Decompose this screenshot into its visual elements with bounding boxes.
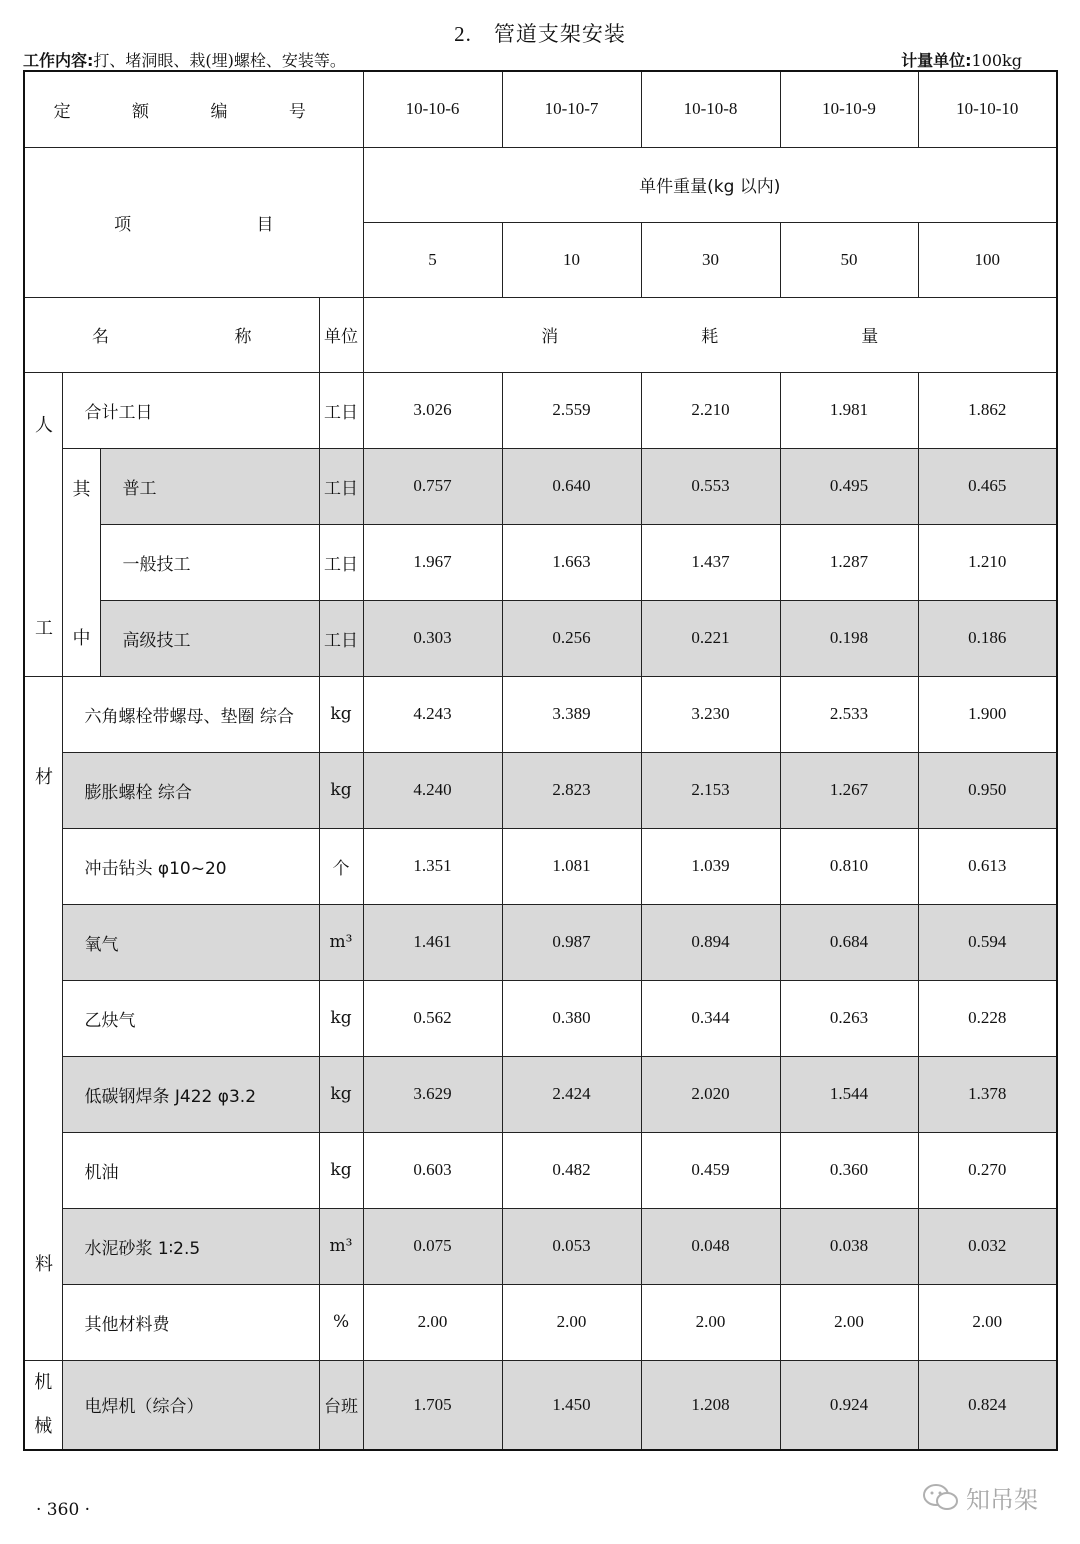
watermark	[922, 1480, 1038, 1515]
weight-value: 100	[918, 222, 1057, 297]
table-row	[24, 448, 1057, 524]
value-cell: 0.186	[918, 600, 1057, 676]
value-cell: 0.495	[780, 448, 918, 524]
table-row	[24, 1284, 1057, 1360]
among-category: 其 中	[62, 448, 100, 676]
quota-no-label: 定 额 编 号	[24, 71, 363, 147]
row-name: 一般技工	[100, 524, 319, 600]
quota-code: 10-10-7	[502, 71, 641, 147]
row-name: 低碳钢焊条 J422 φ3.2	[62, 1056, 319, 1132]
table-row	[24, 372, 1057, 448]
page-title	[0, 18, 1080, 48]
value-cell: 0.987	[502, 904, 641, 980]
value-cell: 0.270	[918, 1132, 1057, 1208]
table-row	[24, 600, 1057, 676]
value-cell: 2.424	[502, 1056, 641, 1132]
value-cell: 3.389	[502, 676, 641, 752]
value-cell: 2.00	[780, 1284, 918, 1360]
row-name: 六角螺栓带螺母、垫圈 综合	[62, 676, 319, 752]
work-content	[23, 48, 346, 71]
table-row	[24, 828, 1057, 904]
watermark-text: 知吊架	[966, 1486, 1038, 1514]
value-cell: 1.544	[780, 1056, 918, 1132]
quota-code: 10-10-6	[363, 71, 502, 147]
work-content-value: 打、堵洞眼、栽(埋)螺栓、安装等。	[93, 51, 346, 70]
value-cell: 2.210	[641, 372, 780, 448]
value-cell: 0.482	[502, 1132, 641, 1208]
value-cell: 1.862	[918, 372, 1057, 448]
value-cell: 0.038	[780, 1208, 918, 1284]
row-name: 氧气	[62, 904, 319, 980]
value-cell: 1.981	[780, 372, 918, 448]
row-unit: kg	[319, 1056, 363, 1132]
value-cell: 4.243	[363, 676, 502, 752]
value-cell: 3.230	[641, 676, 780, 752]
value-cell: 0.613	[918, 828, 1057, 904]
value-cell: 0.810	[780, 828, 918, 904]
value-cell: 2.020	[641, 1056, 780, 1132]
table-row	[24, 1208, 1057, 1284]
value-cell: 1.663	[502, 524, 641, 600]
value-cell: 1.450	[502, 1360, 641, 1450]
value-cell: 0.603	[363, 1132, 502, 1208]
value-cell: 2.00	[641, 1284, 780, 1360]
value-cell: 1.039	[641, 828, 780, 904]
table-row	[24, 1056, 1057, 1132]
weight-value: 50	[780, 222, 918, 297]
row-unit: m³	[319, 1208, 363, 1284]
row-name: 电焊机（综合）	[62, 1360, 319, 1450]
quota-code: 10-10-10	[918, 71, 1057, 147]
value-cell: 0.228	[918, 980, 1057, 1056]
name-label: 名 称	[24, 297, 319, 372]
value-cell: 0.221	[641, 600, 780, 676]
value-cell: 0.032	[918, 1208, 1057, 1284]
value-cell: 0.303	[363, 600, 502, 676]
weight-label: 单件重量(kg 以内)	[363, 147, 1057, 222]
unit-measure	[901, 48, 1022, 71]
work-content-label: 工作内容:	[23, 51, 94, 70]
row-name: 乙炔气	[62, 980, 319, 1056]
row-name: 冲击钻头 φ10~20	[62, 828, 319, 904]
value-cell: 1.378	[918, 1056, 1057, 1132]
item-label: 项 目	[24, 147, 363, 297]
row-unit: kg	[319, 980, 363, 1056]
value-cell: 0.256	[502, 600, 641, 676]
wechat-icon	[922, 1483, 960, 1513]
weight-value: 10	[502, 222, 641, 297]
value-cell: 0.075	[363, 1208, 502, 1284]
value-cell: 0.263	[780, 980, 918, 1056]
value-cell: 1.081	[502, 828, 641, 904]
value-cell: 0.053	[502, 1208, 641, 1284]
value-cell: 2.00	[502, 1284, 641, 1360]
value-cell: 1.208	[641, 1360, 780, 1450]
table-row	[24, 752, 1057, 828]
weight-value: 30	[641, 222, 780, 297]
quota-code: 10-10-8	[641, 71, 780, 147]
value-cell: 2.823	[502, 752, 641, 828]
row-name: 高级技工	[100, 600, 319, 676]
section-title: 管道支架安装	[493, 22, 626, 46]
row-unit: kg	[319, 1132, 363, 1208]
row-unit: 工日	[319, 448, 363, 524]
row-unit: 工日	[319, 372, 363, 448]
table-row	[24, 980, 1057, 1056]
value-cell: 0.924	[780, 1360, 918, 1450]
value-cell: 1.437	[641, 524, 780, 600]
row-name: 机油	[62, 1132, 319, 1208]
unit-measure-label: 计量单位:	[901, 51, 972, 70]
row-name: 合计工日	[62, 372, 319, 448]
value-cell: 1.287	[780, 524, 918, 600]
row-name: 普工	[100, 448, 319, 524]
value-cell: 0.757	[363, 448, 502, 524]
table-row	[24, 1360, 1057, 1450]
value-cell: 1.461	[363, 904, 502, 980]
row-unit: 工日	[319, 600, 363, 676]
value-cell: 0.894	[641, 904, 780, 980]
value-cell: 0.950	[918, 752, 1057, 828]
section-number: 2.	[454, 22, 472, 46]
value-cell: 2.559	[502, 372, 641, 448]
labor-category: 人 工	[24, 372, 62, 676]
value-cell: 0.640	[502, 448, 641, 524]
row-unit: %	[319, 1284, 363, 1360]
value-cell: 0.459	[641, 1132, 780, 1208]
row-unit: kg	[319, 752, 363, 828]
weight-value: 5	[363, 222, 502, 297]
machine-category: 机 械	[24, 1360, 62, 1450]
row-name: 水泥砂浆 1∶2.5	[62, 1208, 319, 1284]
quota-code: 10-10-9	[780, 71, 918, 147]
value-cell: 2.153	[641, 752, 780, 828]
value-cell: 0.562	[363, 980, 502, 1056]
quota-code-row	[24, 71, 1057, 147]
value-cell: 0.553	[641, 448, 780, 524]
name-header-row	[24, 297, 1057, 372]
row-unit: m³	[319, 904, 363, 980]
value-cell: 0.594	[918, 904, 1057, 980]
value-cell: 1.967	[363, 524, 502, 600]
value-cell: 0.684	[780, 904, 918, 980]
value-cell: 0.824	[918, 1360, 1057, 1450]
value-cell: 1.267	[780, 752, 918, 828]
value-cell: 2.00	[363, 1284, 502, 1360]
unit-label: 单位	[319, 297, 363, 372]
row-unit: 台班	[319, 1360, 363, 1450]
value-cell: 1.351	[363, 828, 502, 904]
value-cell: 0.465	[918, 448, 1057, 524]
value-cell: 0.344	[641, 980, 780, 1056]
weight-header-row	[24, 147, 1057, 222]
value-cell: 1.705	[363, 1360, 502, 1450]
value-cell: 0.380	[502, 980, 641, 1056]
unit-measure-value: 100kg	[971, 51, 1022, 70]
value-cell: 2.533	[780, 676, 918, 752]
table-row	[24, 904, 1057, 980]
row-name: 膨胀螺栓 综合	[62, 752, 319, 828]
row-name: 其他材料费	[62, 1284, 319, 1360]
table-row	[24, 676, 1057, 752]
page-number: · 360 ·	[36, 1500, 91, 1520]
table-row	[24, 524, 1057, 600]
row-unit: 工日	[319, 524, 363, 600]
value-cell: 3.629	[363, 1056, 502, 1132]
row-unit: 个	[319, 828, 363, 904]
value-cell: 4.240	[363, 752, 502, 828]
value-cell: 1.900	[918, 676, 1057, 752]
value-cell: 3.026	[363, 372, 502, 448]
consumption-label: 消 耗 量	[363, 297, 1057, 372]
value-cell: 0.360	[780, 1132, 918, 1208]
value-cell: 2.00	[918, 1284, 1057, 1360]
table-row	[24, 1132, 1057, 1208]
row-unit: kg	[319, 676, 363, 752]
material-category: 材 料	[24, 676, 62, 1360]
value-cell: 0.048	[641, 1208, 780, 1284]
quota-table	[23, 70, 1058, 1451]
value-cell: 1.210	[918, 524, 1057, 600]
value-cell: 0.198	[780, 600, 918, 676]
